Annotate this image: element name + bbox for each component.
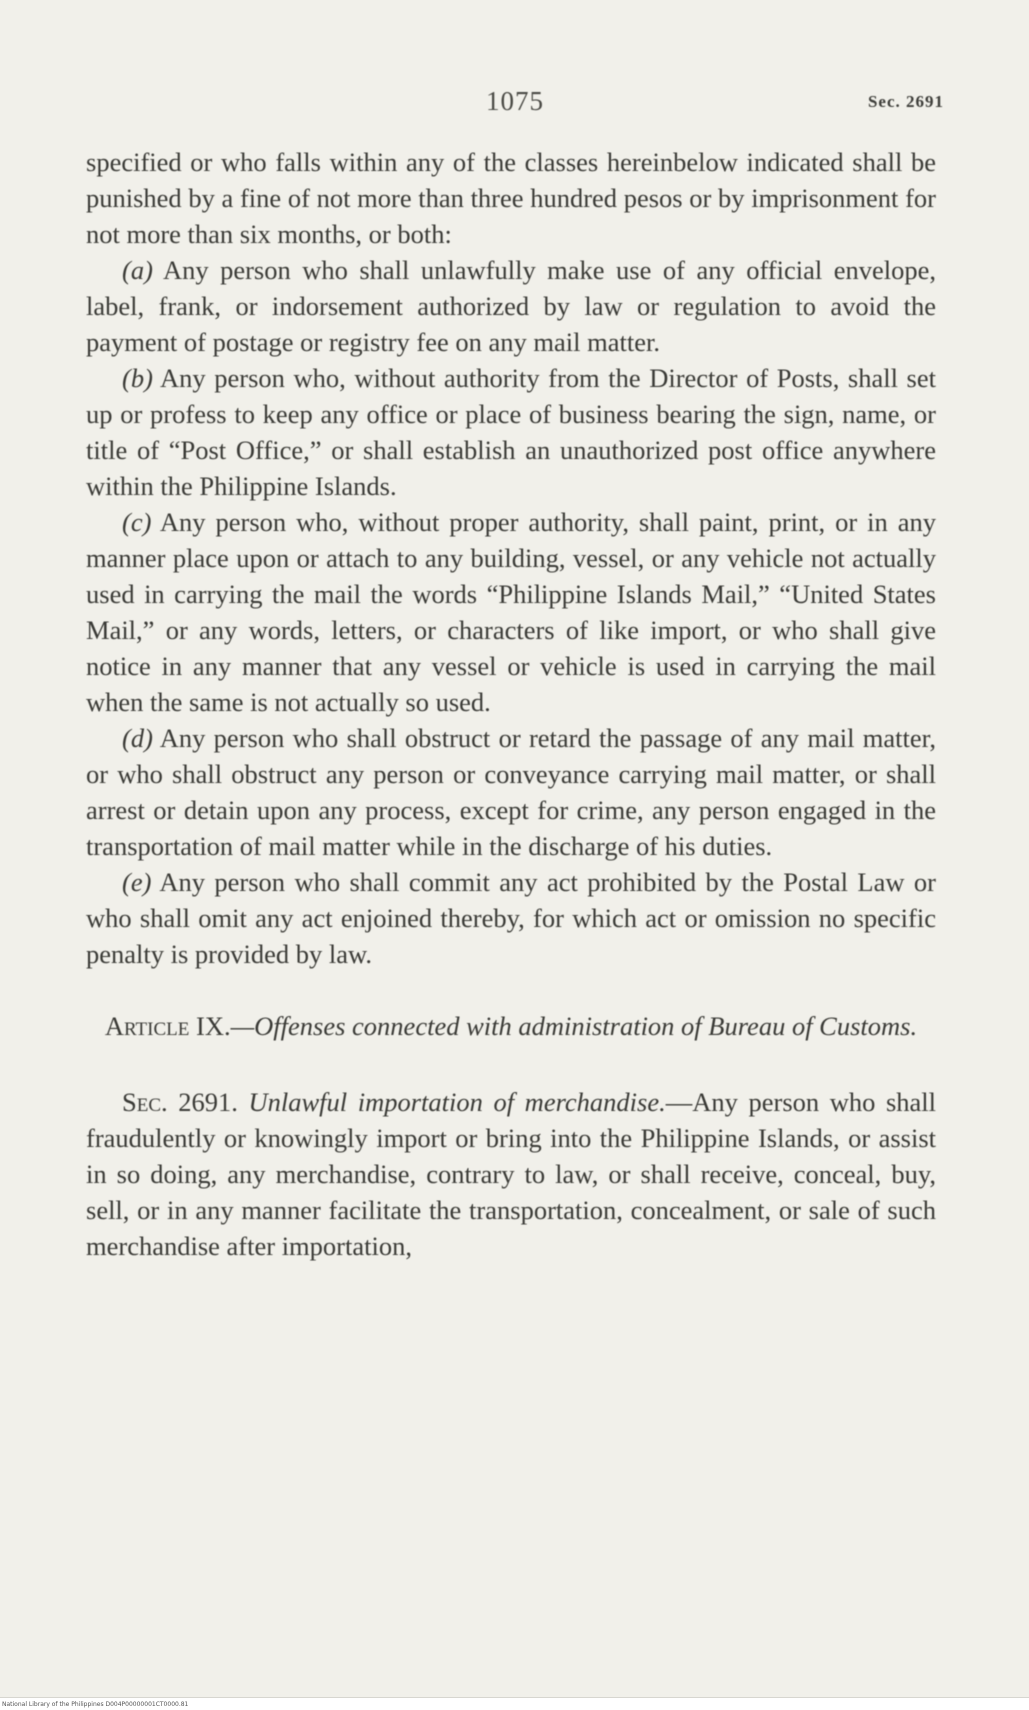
clause-label: (c) — [122, 507, 152, 537]
clause-e — [86, 864, 936, 972]
section-2691-paragraph — [86, 1084, 936, 1264]
article-heading — [86, 1008, 936, 1044]
article-title: —Offenses connected with administration of Bureau of Customs. — [230, 1011, 918, 1041]
footer-source-text: National Library of the Philippines D004P00000001CT0000.81 — [2, 1701, 189, 1708]
clause-text: Any person who shall unlawfully make use of any official envelope, label, frank, or indorsement authorized by law or regulation to avoid the payment of postage or registry fee on any mail matter. — [86, 255, 936, 357]
intro-paragraph: specified or who falls within any of the classes hereinbelow indicated shall be punished by a fine of not more than three hundred pesos or by imprisonment for not more than six months, or both: — [86, 147, 936, 249]
page-header — [86, 86, 944, 126]
clause-d — [86, 720, 936, 864]
section-label: Sec. 2691. — [122, 1087, 238, 1117]
page-number: 1075 — [486, 86, 544, 116]
clause-c — [86, 504, 936, 720]
clause-label: (d) — [122, 723, 153, 753]
footer-strip — [0, 1697, 1029, 1710]
clause-label: (e) — [122, 867, 152, 897]
clause-b — [86, 360, 936, 504]
section-title: Unlawful importation of merchandise. — [248, 1087, 666, 1117]
clause-text: Any person who shall commit any act prohibited by the Postal Law or who shall omit any act enjoined thereby, for which act or omission no specific penalty is provided by law. — [86, 867, 936, 969]
clause-text: Any person who shall obstruct or retard the passage of any mail matter, or who shall obstruct any person or conveyance carrying mail matter, or shall arrest or detain upon any process, except for crime, any person engaged in the transportation of mail matter while in the discharge of his duties. — [86, 723, 936, 861]
article-label: Article IX. — [104, 1011, 231, 1041]
clause-a — [86, 252, 936, 360]
body-text — [86, 144, 936, 1264]
clause-text: Any person who, without authority from the Director of Posts, shall set up or profess to keep any office or place of business bearing the sign, name, or title of “Post Office,” or shall establish an unauthorized post office anywhere within the Philippine Islands. — [86, 363, 936, 501]
clause-label: (b) — [122, 363, 153, 393]
clause-text: Any person who, without proper authority, shall paint, print, or in any manner place upon or attach to any building, vessel, or any vehicle not actually used in carrying the mail the words “Philippine Islands Mail,” “United States Mail,” or any words, letters, or characters of like import, or who shall give notice in any manner that any vessel or vehicle is used in carrying the mail when the same is not actually so used. — [86, 507, 936, 717]
clause-label: (a) — [122, 255, 153, 285]
section-text: —Any person who shall fraudulently or knowingly import or bring into the Philippine Islands, or assist in so doing, any merchandise, contrary to law, or shall receive, conceal, buy, sell, or in any manner facilitate the transportation, concealment, or sale of such merchandise after importation, — [86, 1087, 937, 1261]
running-section-reference: Sec. 2691 — [867, 92, 944, 111]
